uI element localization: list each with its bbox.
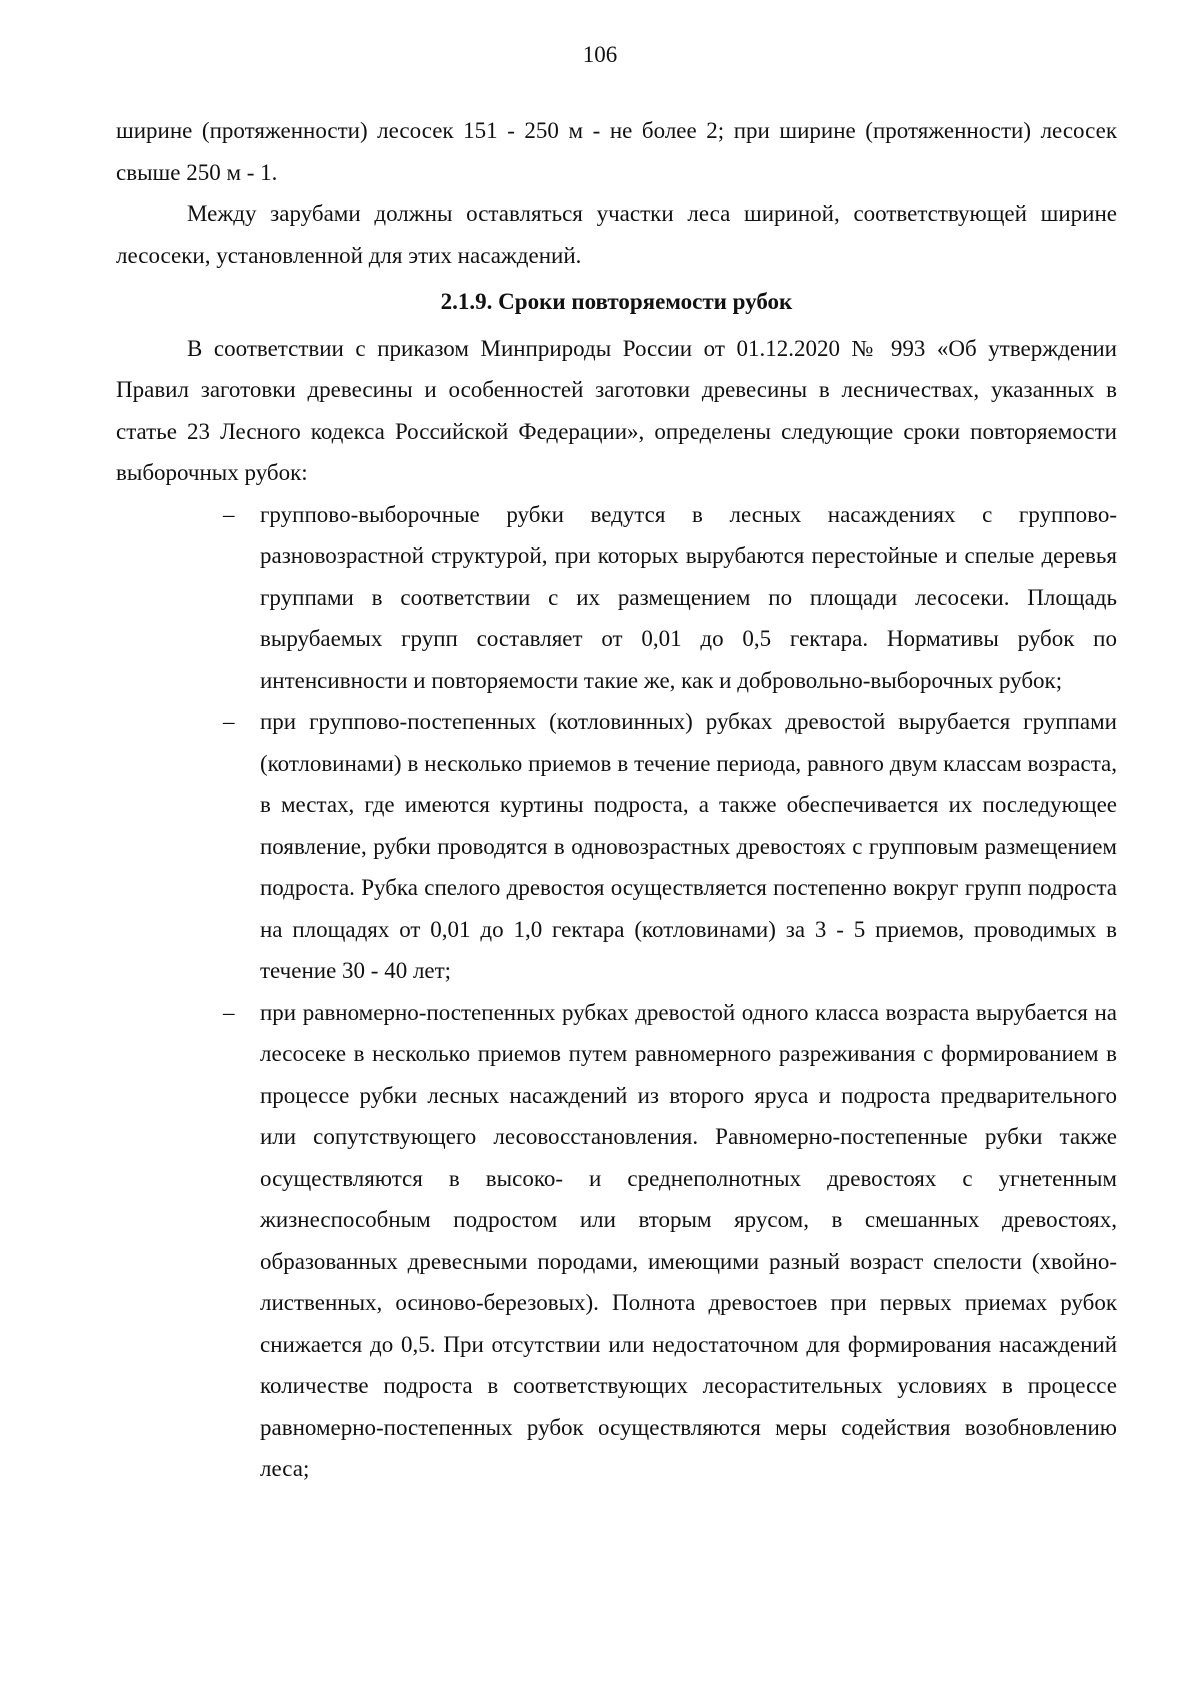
section-heading: 2.1.9. Сроки повторяемости рубок: [440, 289, 793, 314]
paragraph-continuation: ширине (протяженности) лесосек 151 - 250 м - не более 2; при ширине (протяженности) лесосек свыше 250 м - 1.: [116, 118, 1117, 185]
bullet-list: [116, 494, 1117, 1490]
dash-bullet-icon: –: [223, 709, 235, 734]
list-item: [116, 992, 1117, 1490]
paragraph-between-cuts: Между зарубами должны оставляться участки леса шириной, соответствующей ширине лесосеки, установленной для этих насаждений.: [116, 201, 1117, 268]
page-content: [116, 110, 1117, 1490]
dash-bullet-icon: –: [223, 501, 235, 527]
list-item: [116, 701, 1117, 992]
list-item-text: при группово-постепенных (котловинных) рубках древостой вырубается группами (котловинами) в несколько приемов в течение периода, равного двум классам возраста, в местах, где имеются куртины подроста, а также обеспечивается их последующее появление, рубки проводятся в одновозрастных древостоях с групповым размещением подроста. Рубка спелого древостоя осуществляется постепенно вокруг групп подроста на площадях от 0,01 до 1,0 гектара (котловинами) за 3 - 5 приемов, проводимых в течение 30 - 40 лет;: [260, 709, 1117, 983]
dash-bullet-icon: –: [223, 999, 235, 1025]
page-number: 106: [582, 42, 618, 67]
list-item-text: при равномерно-постепенных рубках древостой одного класса возраста вырубается на лесосеке в несколько приемов путем равномерного разреживания с формированием в процессе рубки лесных насаждений из второго яруса и подроста предварительного или сопутствующего лесовосстановления. Равномерно-постепенные рубки также осуществляются в высоко- и среднеполнотных древостоях с угнетенным жизнеспособным подростом или вторым ярусом, в смешанных древостоях, образованных древесными породами, имеющими разный возраст спелости (хвойно-лиственных, осиново-березовых). Полнота древостоев при первых приемах рубок снижается до 0,5. При отсутствии или недостаточном для формирования насаждений количестве подроста в соответствующих лесорастительных условиях в процессе равномерно-постепенных рубок осуществляются меры содействия возобновлению леса;: [260, 999, 1117, 1481]
paragraph-regulation: В соответствии с приказом Минприроды России от 01.12.2020 № 993 «Об утверждении Правил заготовки древесины и особенностей заготовки древесины в лесничествах, указанных в статье 23 Лесного кодекса Российской Федерации», определены следующие сроки повторяемости выборочных рубок:: [116, 335, 1117, 485]
list-item: [116, 494, 1117, 702]
list-item-text: групповo-выборочные рубки ведутся в лесных насаждениях с группово-разновозрастной структурой, при которых вырубаются перестойные и спелые деревья группами в соответствии с их размещением по площади лесосеки. Площадь вырубаемых групп составляет от 0,01 до 0,5 гектара. Нормативы рубок по интенсивности и повторяемости такие же, как и добровольно-выборочных рубок;: [260, 501, 1117, 693]
